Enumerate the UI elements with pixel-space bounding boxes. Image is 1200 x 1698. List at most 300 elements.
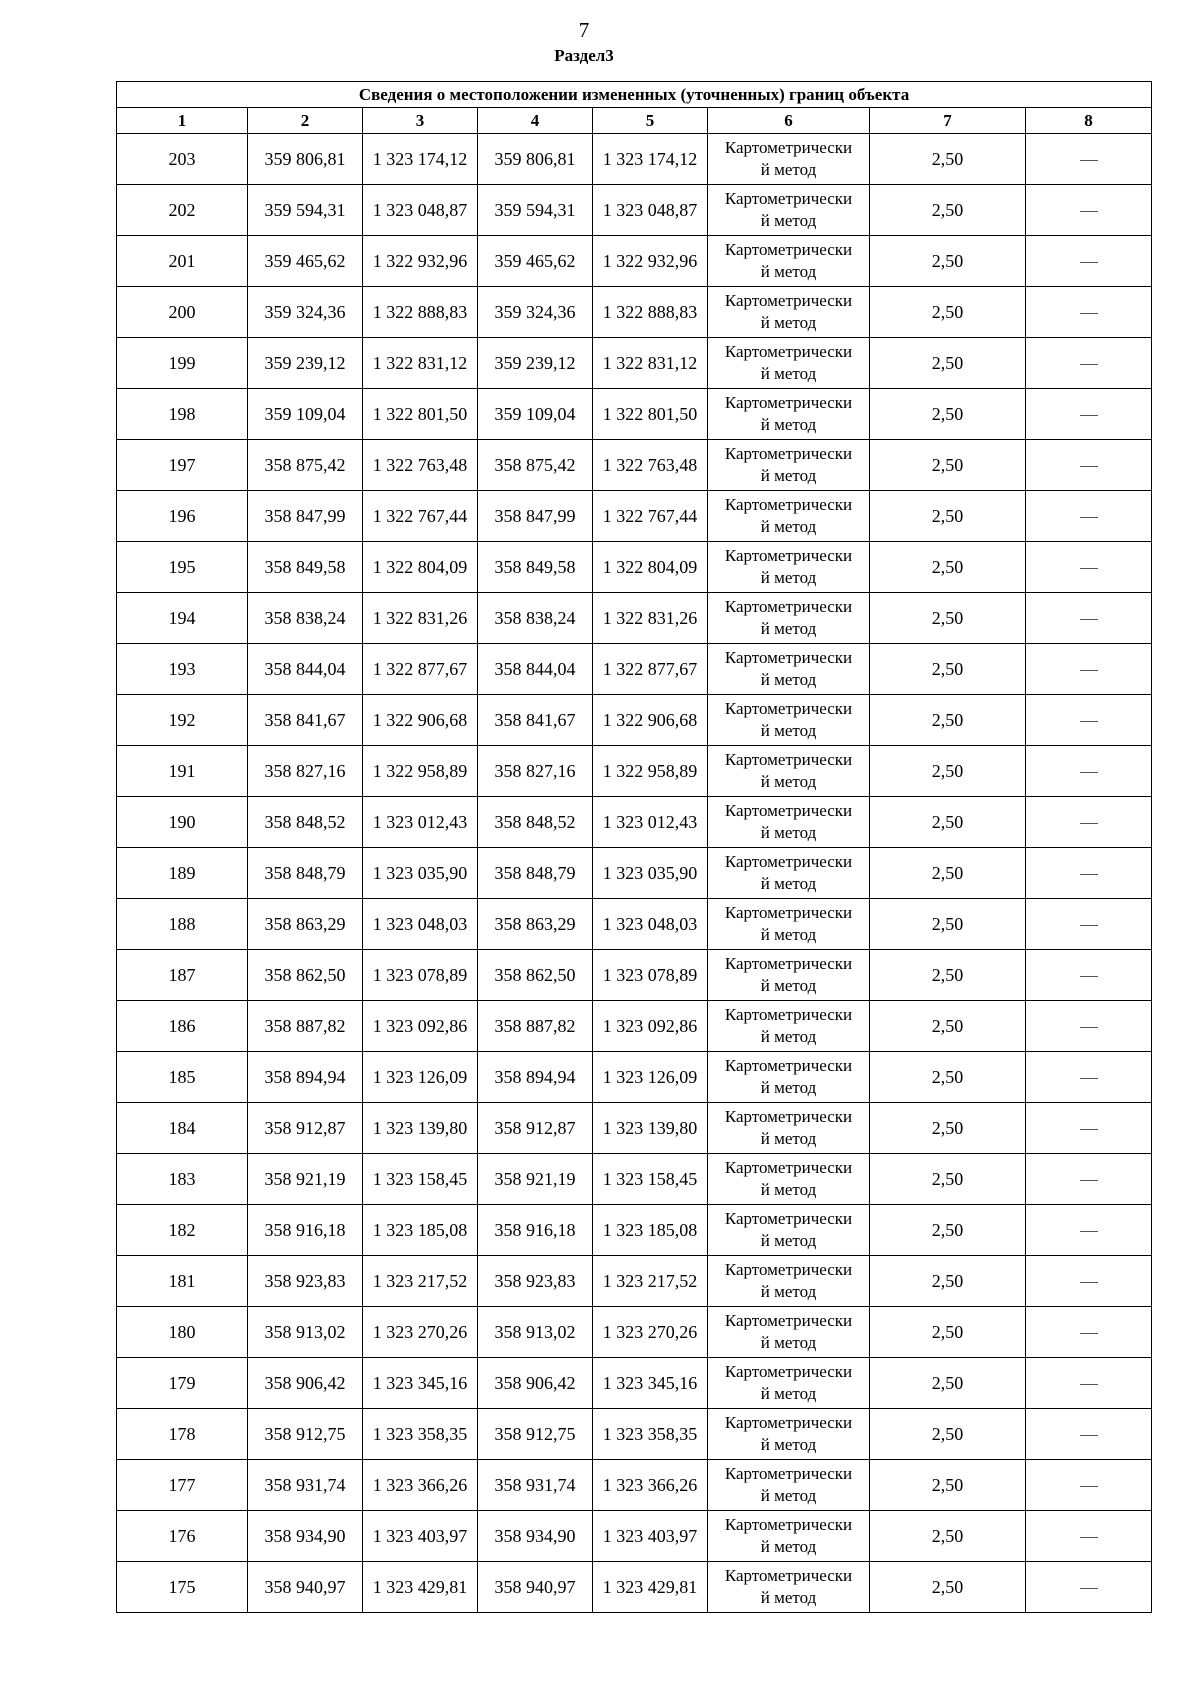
method-cell	[708, 1205, 870, 1256]
new-x-cell: 358 894,94	[478, 1052, 593, 1103]
point-number-cell: 186	[117, 1001, 248, 1052]
new-y-cell: 1 323 270,26	[593, 1307, 708, 1358]
old-x-cell: 358 887,82	[248, 1001, 363, 1052]
method-line-2: й метод	[760, 1333, 817, 1352]
new-x-cell: 358 912,87	[478, 1103, 593, 1154]
new-x-cell: 358 921,19	[478, 1154, 593, 1205]
precision-cell: 2,50	[870, 848, 1026, 899]
table-row	[117, 440, 1152, 491]
method-line-1: Картометрически	[724, 1515, 853, 1534]
new-y-cell: 1 322 888,83	[593, 287, 708, 338]
new-y-cell: 1 322 958,89	[593, 746, 708, 797]
column-number: 3	[363, 108, 478, 134]
precision-cell: 2,50	[870, 1052, 1026, 1103]
new-y-cell: 1 323 403,97	[593, 1511, 708, 1562]
description-cell	[1026, 899, 1152, 950]
point-number-cell: 184	[117, 1103, 248, 1154]
method-line-2: й метод	[760, 1435, 817, 1454]
new-y-cell: 1 322 804,09	[593, 542, 708, 593]
old-y-cell: 1 323 174,12	[363, 134, 478, 185]
old-x-cell: 359 465,62	[248, 236, 363, 287]
old-x-cell: 359 806,81	[248, 134, 363, 185]
point-number-cell: 196	[117, 491, 248, 542]
new-y-cell: 1 323 012,43	[593, 797, 708, 848]
method-cell	[708, 1052, 870, 1103]
dash-mark	[1080, 466, 1098, 467]
old-y-cell: 1 322 888,83	[363, 287, 478, 338]
column-number: 4	[478, 108, 593, 134]
method-cell	[708, 1511, 870, 1562]
description-cell	[1026, 287, 1152, 338]
description-cell	[1026, 1154, 1152, 1205]
method-cell	[708, 1001, 870, 1052]
method-line-1: Картометрически	[724, 1311, 853, 1330]
old-y-cell: 1 322 763,48	[363, 440, 478, 491]
description-cell	[1026, 1460, 1152, 1511]
method-line-1: Картометрически	[724, 852, 853, 871]
method-line-1: Картометрически	[724, 903, 853, 922]
method-line-2: й метод	[760, 976, 817, 995]
column-number: 5	[593, 108, 708, 134]
dash-mark	[1080, 1231, 1098, 1232]
old-x-cell: 358 838,24	[248, 593, 363, 644]
precision-cell: 2,50	[870, 1358, 1026, 1409]
table-row	[117, 1460, 1152, 1511]
method-cell	[708, 1154, 870, 1205]
dash-mark	[1080, 313, 1098, 314]
column-number: 1	[117, 108, 248, 134]
new-x-cell: 358 875,42	[478, 440, 593, 491]
method-line-2: й метод	[760, 1027, 817, 1046]
method-line-1: Картометрически	[724, 1566, 853, 1585]
table-row	[117, 848, 1152, 899]
old-y-cell: 1 323 358,35	[363, 1409, 478, 1460]
new-x-cell: 359 109,04	[478, 389, 593, 440]
new-x-cell: 358 863,29	[478, 899, 593, 950]
new-x-cell: 358 827,16	[478, 746, 593, 797]
old-x-cell: 358 875,42	[248, 440, 363, 491]
new-x-cell: 358 923,83	[478, 1256, 593, 1307]
old-y-cell: 1 323 270,26	[363, 1307, 478, 1358]
table-row	[117, 1511, 1152, 1562]
old-y-cell: 1 323 403,97	[363, 1511, 478, 1562]
new-y-cell: 1 323 366,26	[593, 1460, 708, 1511]
point-number-cell: 199	[117, 338, 248, 389]
dash-mark	[1080, 1129, 1098, 1130]
old-x-cell: 358 848,79	[248, 848, 363, 899]
page-number: 7	[578, 18, 590, 42]
old-y-cell: 1 322 932,96	[363, 236, 478, 287]
old-y-cell: 1 323 078,89	[363, 950, 478, 1001]
method-cell	[708, 440, 870, 491]
table-row	[117, 1103, 1152, 1154]
dash-mark	[1080, 1180, 1098, 1181]
method-line-2: й метод	[760, 466, 817, 485]
table-row	[117, 593, 1152, 644]
method-line-2: й метод	[760, 160, 817, 179]
precision-cell: 2,50	[870, 542, 1026, 593]
old-x-cell: 358 844,04	[248, 644, 363, 695]
description-cell	[1026, 338, 1152, 389]
dash-mark	[1080, 1282, 1098, 1283]
table-row	[117, 185, 1152, 236]
description-cell	[1026, 1001, 1152, 1052]
method-line-1: Картометрически	[724, 189, 853, 208]
precision-cell: 2,50	[870, 1562, 1026, 1613]
dash-mark	[1080, 211, 1098, 212]
method-cell	[708, 1256, 870, 1307]
new-y-cell: 1 323 048,03	[593, 899, 708, 950]
new-x-cell: 358 847,99	[478, 491, 593, 542]
old-x-cell: 359 594,31	[248, 185, 363, 236]
method-line-2: й метод	[760, 670, 817, 689]
new-y-cell: 1 323 217,52	[593, 1256, 708, 1307]
column-number-row	[117, 108, 1152, 134]
precision-cell: 2,50	[870, 1511, 1026, 1562]
method-cell	[708, 1562, 870, 1613]
table-row	[117, 950, 1152, 1001]
old-x-cell: 359 324,36	[248, 287, 363, 338]
table-row	[117, 236, 1152, 287]
old-x-cell: 358 894,94	[248, 1052, 363, 1103]
method-cell	[708, 1358, 870, 1409]
method-line-1: Картометрически	[724, 1413, 853, 1432]
point-number-cell: 192	[117, 695, 248, 746]
method-cell	[708, 389, 870, 440]
new-y-cell: 1 323 035,90	[593, 848, 708, 899]
method-cell	[708, 236, 870, 287]
precision-cell: 2,50	[870, 338, 1026, 389]
method-cell	[708, 185, 870, 236]
dash-mark	[1080, 1588, 1098, 1589]
precision-cell: 2,50	[870, 746, 1026, 797]
description-cell	[1026, 746, 1152, 797]
method-line-2: й метод	[760, 721, 817, 740]
table-row	[117, 1307, 1152, 1358]
method-line-2: й метод	[760, 1588, 817, 1607]
precision-cell: 2,50	[870, 1307, 1026, 1358]
method-line-2: й метод	[760, 1282, 817, 1301]
table-row	[117, 1205, 1152, 1256]
method-line-2: й метод	[760, 1231, 817, 1250]
precision-cell: 2,50	[870, 950, 1026, 1001]
method-line-1: Картометрически	[724, 597, 853, 616]
new-x-cell: 359 594,31	[478, 185, 593, 236]
point-number-cell: 195	[117, 542, 248, 593]
precision-cell: 2,50	[870, 1460, 1026, 1511]
new-x-cell: 358 913,02	[478, 1307, 593, 1358]
method-cell	[708, 338, 870, 389]
method-line-2: й метод	[760, 772, 817, 791]
new-y-cell: 1 322 932,96	[593, 236, 708, 287]
method-line-1: Картометрически	[724, 1464, 853, 1483]
precision-cell: 2,50	[870, 440, 1026, 491]
method-line-1: Картометрически	[724, 750, 853, 769]
description-cell	[1026, 1052, 1152, 1103]
dash-mark	[1080, 1384, 1098, 1385]
method-line-1: Картометрически	[724, 801, 853, 820]
old-x-cell: 358 940,97	[248, 1562, 363, 1613]
table-row	[117, 1001, 1152, 1052]
description-cell	[1026, 1307, 1152, 1358]
old-x-cell: 358 912,75	[248, 1409, 363, 1460]
old-x-cell: 358 931,74	[248, 1460, 363, 1511]
method-line-1: Картометрически	[724, 393, 853, 412]
table-row	[117, 695, 1152, 746]
old-y-cell: 1 322 877,67	[363, 644, 478, 695]
new-y-cell: 1 322 763,48	[593, 440, 708, 491]
method-cell	[708, 1307, 870, 1358]
point-number-cell: 189	[117, 848, 248, 899]
new-y-cell: 1 323 185,08	[593, 1205, 708, 1256]
method-line-1: Картометрически	[724, 1107, 853, 1126]
dash-mark	[1080, 517, 1098, 518]
method-line-2: й метод	[760, 568, 817, 587]
method-cell	[708, 899, 870, 950]
point-number-cell: 178	[117, 1409, 248, 1460]
precision-cell: 2,50	[870, 644, 1026, 695]
old-y-cell: 1 322 958,89	[363, 746, 478, 797]
point-number-cell: 190	[117, 797, 248, 848]
method-line-2: й метод	[760, 211, 817, 230]
method-line-2: й метод	[760, 517, 817, 536]
point-number-cell: 187	[117, 950, 248, 1001]
dash-mark	[1080, 874, 1098, 875]
table-caption-row	[117, 82, 1152, 108]
dash-mark	[1080, 976, 1098, 977]
method-line-1: Картометрически	[724, 648, 853, 667]
old-x-cell: 358 913,02	[248, 1307, 363, 1358]
precision-cell: 2,50	[870, 1409, 1026, 1460]
old-x-cell: 358 916,18	[248, 1205, 363, 1256]
method-line-1: Картометрически	[724, 291, 853, 310]
old-y-cell: 1 323 048,03	[363, 899, 478, 950]
new-x-cell: 359 465,62	[478, 236, 593, 287]
method-cell	[708, 491, 870, 542]
dash-mark	[1080, 925, 1098, 926]
old-x-cell: 358 827,16	[248, 746, 363, 797]
dash-mark	[1080, 1486, 1098, 1487]
precision-cell: 2,50	[870, 1001, 1026, 1052]
description-cell	[1026, 797, 1152, 848]
method-line-2: й метод	[760, 262, 817, 281]
description-cell	[1026, 1511, 1152, 1562]
old-x-cell: 359 109,04	[248, 389, 363, 440]
table-caption: Сведения о местоположении измененных (уточненных) границ объекта	[117, 82, 1152, 108]
old-y-cell: 1 322 906,68	[363, 695, 478, 746]
description-cell	[1026, 848, 1152, 899]
table-row	[117, 1358, 1152, 1409]
method-line-1: Картометрически	[724, 342, 853, 361]
table-row	[117, 1052, 1152, 1103]
description-cell	[1026, 389, 1152, 440]
old-y-cell: 1 323 139,80	[363, 1103, 478, 1154]
precision-cell: 2,50	[870, 389, 1026, 440]
table-row	[117, 1154, 1152, 1205]
new-y-cell: 1 323 126,09	[593, 1052, 708, 1103]
column-number: 8	[1026, 108, 1152, 134]
method-line-2: й метод	[760, 874, 817, 893]
description-cell	[1026, 644, 1152, 695]
method-line-1: Картометрически	[724, 240, 853, 259]
old-y-cell: 1 323 345,16	[363, 1358, 478, 1409]
boundary-coordinates-table	[116, 81, 1152, 1613]
column-number: 7	[870, 108, 1026, 134]
method-line-1: Картометрически	[724, 546, 853, 565]
new-y-cell: 1 323 345,16	[593, 1358, 708, 1409]
method-line-1: Картометрически	[724, 138, 853, 157]
precision-cell: 2,50	[870, 1205, 1026, 1256]
description-cell	[1026, 134, 1152, 185]
new-x-cell: 359 324,36	[478, 287, 593, 338]
old-x-cell: 358 923,83	[248, 1256, 363, 1307]
new-x-cell: 358 916,18	[478, 1205, 593, 1256]
method-line-2: й метод	[760, 415, 817, 434]
new-y-cell: 1 322 831,12	[593, 338, 708, 389]
point-number-cell: 201	[117, 236, 248, 287]
new-x-cell: 358 887,82	[478, 1001, 593, 1052]
method-line-2: й метод	[760, 1078, 817, 1097]
precision-cell: 2,50	[870, 797, 1026, 848]
method-line-1: Картометрически	[724, 495, 853, 514]
new-x-cell: 358 848,79	[478, 848, 593, 899]
description-cell	[1026, 1103, 1152, 1154]
table-row	[117, 899, 1152, 950]
new-y-cell: 1 322 767,44	[593, 491, 708, 542]
table-row	[117, 389, 1152, 440]
table-row	[117, 1256, 1152, 1307]
dash-mark	[1080, 1027, 1098, 1028]
description-cell	[1026, 1409, 1152, 1460]
column-number: 6	[708, 108, 870, 134]
point-number-cell: 188	[117, 899, 248, 950]
old-y-cell: 1 322 804,09	[363, 542, 478, 593]
point-number-cell: 180	[117, 1307, 248, 1358]
method-line-2: й метод	[760, 364, 817, 383]
description-cell	[1026, 1358, 1152, 1409]
dash-mark	[1080, 568, 1098, 569]
old-x-cell: 358 847,99	[248, 491, 363, 542]
dash-mark	[1080, 1078, 1098, 1079]
description-cell	[1026, 491, 1152, 542]
method-cell	[708, 746, 870, 797]
method-cell	[708, 644, 870, 695]
dash-mark	[1080, 1435, 1098, 1436]
old-x-cell: 358 841,67	[248, 695, 363, 746]
description-cell	[1026, 950, 1152, 1001]
method-line-2: й метод	[760, 1384, 817, 1403]
column-number: 2	[248, 108, 363, 134]
method-cell	[708, 593, 870, 644]
new-x-cell: 359 239,12	[478, 338, 593, 389]
dash-mark	[1080, 1537, 1098, 1538]
dash-mark	[1080, 262, 1098, 263]
dash-mark	[1080, 823, 1098, 824]
new-y-cell: 1 322 906,68	[593, 695, 708, 746]
method-line-1: Картометрически	[724, 1209, 853, 1228]
new-y-cell: 1 323 429,81	[593, 1562, 708, 1613]
point-number-cell: 193	[117, 644, 248, 695]
precision-cell: 2,50	[870, 1256, 1026, 1307]
table-row	[117, 542, 1152, 593]
new-x-cell: 358 848,52	[478, 797, 593, 848]
dash-mark	[1080, 772, 1098, 773]
dash-mark	[1080, 619, 1098, 620]
new-x-cell: 358 931,74	[478, 1460, 593, 1511]
dash-mark	[1080, 364, 1098, 365]
method-line-1: Картометрически	[724, 444, 853, 463]
old-x-cell: 358 934,90	[248, 1511, 363, 1562]
description-cell	[1026, 1562, 1152, 1613]
old-y-cell: 1 322 801,50	[363, 389, 478, 440]
precision-cell: 2,50	[870, 899, 1026, 950]
description-cell	[1026, 1256, 1152, 1307]
table-row	[117, 1562, 1152, 1613]
new-y-cell: 1 323 092,86	[593, 1001, 708, 1052]
new-x-cell: 358 841,67	[478, 695, 593, 746]
point-number-cell: 183	[117, 1154, 248, 1205]
point-number-cell: 203	[117, 134, 248, 185]
point-number-cell: 176	[117, 1511, 248, 1562]
old-x-cell: 358 912,87	[248, 1103, 363, 1154]
table-row	[117, 338, 1152, 389]
section-title: Раздел3	[554, 46, 614, 65]
new-x-cell: 358 849,58	[478, 542, 593, 593]
table-row	[117, 797, 1152, 848]
method-cell	[708, 1460, 870, 1511]
description-cell	[1026, 1205, 1152, 1256]
method-line-1: Картометрически	[724, 1005, 853, 1024]
new-y-cell: 1 323 158,45	[593, 1154, 708, 1205]
method-line-1: Картометрически	[724, 1362, 853, 1381]
table-row	[117, 746, 1152, 797]
description-cell	[1026, 185, 1152, 236]
point-number-cell: 198	[117, 389, 248, 440]
old-x-cell: 358 862,50	[248, 950, 363, 1001]
dash-mark	[1080, 1333, 1098, 1334]
old-y-cell: 1 323 126,09	[363, 1052, 478, 1103]
precision-cell: 2,50	[870, 134, 1026, 185]
method-cell	[708, 1103, 870, 1154]
method-cell	[708, 287, 870, 338]
description-cell	[1026, 593, 1152, 644]
point-number-cell: 200	[117, 287, 248, 338]
point-number-cell: 181	[117, 1256, 248, 1307]
new-y-cell: 1 322 801,50	[593, 389, 708, 440]
old-x-cell: 358 863,29	[248, 899, 363, 950]
precision-cell: 2,50	[870, 695, 1026, 746]
old-y-cell: 1 322 831,12	[363, 338, 478, 389]
method-cell	[708, 950, 870, 1001]
precision-cell: 2,50	[870, 185, 1026, 236]
new-y-cell: 1 322 877,67	[593, 644, 708, 695]
old-y-cell: 1 322 767,44	[363, 491, 478, 542]
method-line-2: й метод	[760, 925, 817, 944]
dash-mark	[1080, 670, 1098, 671]
point-number-cell: 194	[117, 593, 248, 644]
old-y-cell: 1 323 012,43	[363, 797, 478, 848]
new-y-cell: 1 322 831,26	[593, 593, 708, 644]
old-y-cell: 1 323 429,81	[363, 1562, 478, 1613]
old-x-cell: 358 906,42	[248, 1358, 363, 1409]
new-y-cell: 1 323 078,89	[593, 950, 708, 1001]
point-number-cell: 202	[117, 185, 248, 236]
method-line-1: Картометрически	[724, 954, 853, 973]
method-line-2: й метод	[760, 823, 817, 842]
new-y-cell: 1 323 174,12	[593, 134, 708, 185]
new-x-cell: 358 838,24	[478, 593, 593, 644]
table-row	[117, 1409, 1152, 1460]
